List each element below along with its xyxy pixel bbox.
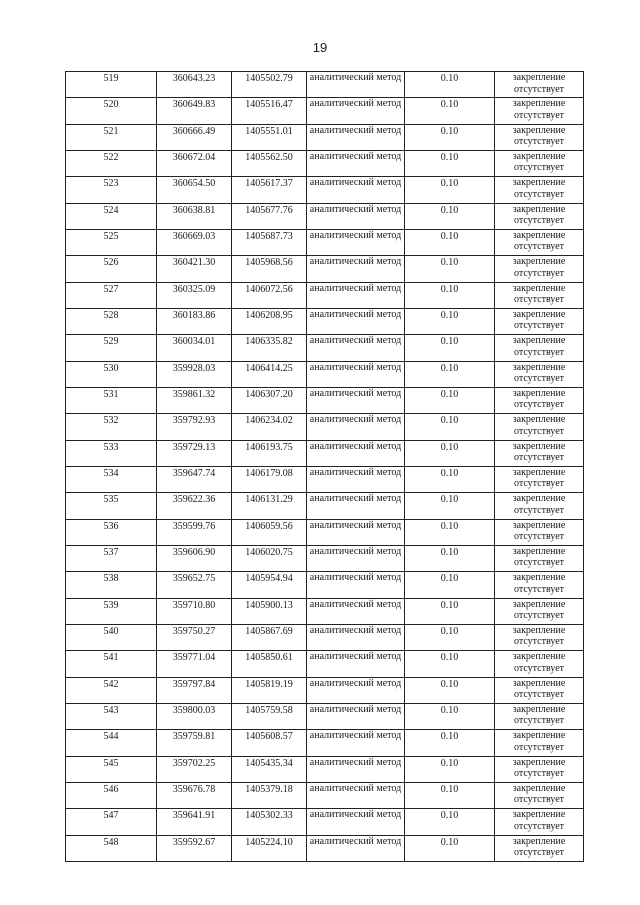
x-coordinate-cell: 359797.84 [157, 677, 232, 703]
point-cell: 532 [66, 414, 157, 440]
error-cell: 0.10 [405, 229, 495, 255]
table-row [66, 756, 584, 782]
x-coordinate-cell: 360643.23 [157, 72, 232, 98]
table-row [66, 98, 584, 124]
table-row [66, 782, 584, 808]
point-cell: 523 [66, 177, 157, 203]
fixing-cell: закрепление отсутствует [495, 387, 584, 413]
x-coordinate-cell: 359800.03 [157, 703, 232, 729]
point-cell: 522 [66, 150, 157, 176]
point-cell: 531 [66, 387, 157, 413]
y-coordinate-cell: 1406059.56 [232, 519, 307, 545]
error-cell: 0.10 [405, 782, 495, 808]
table-row [66, 282, 584, 308]
table-row [66, 624, 584, 650]
error-cell: 0.10 [405, 361, 495, 387]
error-cell: 0.10 [405, 730, 495, 756]
x-coordinate-cell: 360669.03 [157, 229, 232, 255]
x-coordinate-cell: 360325.09 [157, 282, 232, 308]
y-coordinate-cell: 1405819.19 [232, 677, 307, 703]
point-cell: 548 [66, 835, 157, 861]
fixing-cell: закрепление отсутствует [495, 835, 584, 861]
method-cell: аналитический метод [307, 703, 405, 729]
table-row [66, 466, 584, 492]
error-cell: 0.10 [405, 387, 495, 413]
method-cell: аналитический метод [307, 835, 405, 861]
table-row [66, 730, 584, 756]
point-cell: 544 [66, 730, 157, 756]
fixing-cell: закрепление отсутствует [495, 308, 584, 334]
fixing-cell: закрепление отсутствует [495, 782, 584, 808]
point-cell: 534 [66, 466, 157, 492]
method-cell: аналитический метод [307, 651, 405, 677]
table-row [66, 519, 584, 545]
error-cell: 0.10 [405, 150, 495, 176]
error-cell: 0.10 [405, 624, 495, 650]
table-row [66, 414, 584, 440]
point-cell: 530 [66, 361, 157, 387]
point-cell: 537 [66, 545, 157, 571]
y-coordinate-cell: 1406131.29 [232, 493, 307, 519]
x-coordinate-cell: 360034.01 [157, 335, 232, 361]
fixing-cell: закрепление отсутствует [495, 756, 584, 782]
point-cell: 527 [66, 282, 157, 308]
method-cell: аналитический метод [307, 229, 405, 255]
y-coordinate-cell: 1405302.33 [232, 809, 307, 835]
x-coordinate-cell: 360638.81 [157, 203, 232, 229]
error-cell: 0.10 [405, 756, 495, 782]
fixing-cell: закрепление отсутствует [495, 519, 584, 545]
fixing-cell: закрепление отсутствует [495, 651, 584, 677]
point-cell: 545 [66, 756, 157, 782]
y-coordinate-cell: 1405379.18 [232, 782, 307, 808]
method-cell: аналитический метод [307, 177, 405, 203]
table-row [66, 545, 584, 571]
point-cell: 526 [66, 256, 157, 282]
x-coordinate-cell: 359928.03 [157, 361, 232, 387]
method-cell: аналитический метод [307, 335, 405, 361]
error-cell: 0.10 [405, 519, 495, 545]
error-cell: 0.10 [405, 414, 495, 440]
error-cell: 0.10 [405, 177, 495, 203]
method-cell: аналитический метод [307, 387, 405, 413]
fixing-cell: закрепление отсутствует [495, 545, 584, 571]
method-cell: аналитический метод [307, 598, 405, 624]
x-coordinate-cell: 359702.25 [157, 756, 232, 782]
point-cell: 535 [66, 493, 157, 519]
fixing-cell: закрепление отсутствует [495, 203, 584, 229]
y-coordinate-cell: 1405900.13 [232, 598, 307, 624]
error-cell: 0.10 [405, 493, 495, 519]
method-cell: аналитический метод [307, 203, 405, 229]
point-cell: 525 [66, 229, 157, 255]
fixing-cell: закрепление отсутствует [495, 677, 584, 703]
point-cell: 539 [66, 598, 157, 624]
point-cell: 521 [66, 124, 157, 150]
fixing-cell: закрепление отсутствует [495, 414, 584, 440]
point-cell: 529 [66, 335, 157, 361]
x-coordinate-cell: 359622.36 [157, 493, 232, 519]
error-cell: 0.10 [405, 124, 495, 150]
error-cell: 0.10 [405, 545, 495, 571]
method-cell: аналитический метод [307, 545, 405, 571]
method-cell: аналитический метод [307, 572, 405, 598]
y-coordinate-cell: 1405562.50 [232, 150, 307, 176]
fixing-cell: закрепление отсутствует [495, 124, 584, 150]
table-row [66, 809, 584, 835]
error-cell: 0.10 [405, 72, 495, 98]
y-coordinate-cell: 1405608.57 [232, 730, 307, 756]
fixing-cell: закрепление отсутствует [495, 150, 584, 176]
y-coordinate-cell: 1405516.47 [232, 98, 307, 124]
error-cell: 0.10 [405, 98, 495, 124]
y-coordinate-cell: 1406193.75 [232, 440, 307, 466]
method-cell: аналитический метод [307, 730, 405, 756]
y-coordinate-cell: 1405435.34 [232, 756, 307, 782]
fixing-cell: закрепление отсутствует [495, 361, 584, 387]
table-row [66, 229, 584, 255]
table-row [66, 308, 584, 334]
y-coordinate-cell: 1406414.25 [232, 361, 307, 387]
fixing-cell: закрепление отсутствует [495, 598, 584, 624]
error-cell: 0.10 [405, 256, 495, 282]
y-coordinate-cell: 1405687.73 [232, 229, 307, 255]
point-cell: 520 [66, 98, 157, 124]
table-row [66, 677, 584, 703]
fixing-cell: закрепление отсутствует [495, 335, 584, 361]
table-row [66, 440, 584, 466]
error-cell: 0.10 [405, 203, 495, 229]
table-row [66, 387, 584, 413]
method-cell: аналитический метод [307, 756, 405, 782]
point-cell: 536 [66, 519, 157, 545]
x-coordinate-cell: 359792.93 [157, 414, 232, 440]
fixing-cell: закрепление отсутствует [495, 809, 584, 835]
method-cell: аналитический метод [307, 809, 405, 835]
method-cell: аналитический метод [307, 72, 405, 98]
fixing-cell: закрепление отсутствует [495, 440, 584, 466]
fixing-cell: закрепление отсутствует [495, 493, 584, 519]
error-cell: 0.10 [405, 598, 495, 624]
fixing-cell: закрепление отсутствует [495, 730, 584, 756]
y-coordinate-cell: 1405502.79 [232, 72, 307, 98]
x-coordinate-cell: 360183.86 [157, 308, 232, 334]
error-cell: 0.10 [405, 677, 495, 703]
table-row [66, 493, 584, 519]
y-coordinate-cell: 1405224.10 [232, 835, 307, 861]
y-coordinate-cell: 1405850.61 [232, 651, 307, 677]
table-row [66, 150, 584, 176]
y-coordinate-cell: 1405759.58 [232, 703, 307, 729]
y-coordinate-cell: 1405968.56 [232, 256, 307, 282]
x-coordinate-cell: 359592.67 [157, 835, 232, 861]
table-row [66, 203, 584, 229]
x-coordinate-cell: 359771.04 [157, 651, 232, 677]
fixing-cell: закрепление отсутствует [495, 466, 584, 492]
fixing-cell: закрепление отсутствует [495, 72, 584, 98]
fixing-cell: закрепление отсутствует [495, 256, 584, 282]
method-cell: аналитический метод [307, 440, 405, 466]
x-coordinate-cell: 359641.91 [157, 809, 232, 835]
fixing-cell: закрепление отсутствует [495, 177, 584, 203]
point-cell: 540 [66, 624, 157, 650]
x-coordinate-cell: 359759.81 [157, 730, 232, 756]
fixing-cell: закрепление отсутствует [495, 703, 584, 729]
error-cell: 0.10 [405, 282, 495, 308]
table-row [66, 124, 584, 150]
error-cell: 0.10 [405, 703, 495, 729]
error-cell: 0.10 [405, 572, 495, 598]
error-cell: 0.10 [405, 651, 495, 677]
x-coordinate-cell: 359710.80 [157, 598, 232, 624]
point-cell: 519 [66, 72, 157, 98]
error-cell: 0.10 [405, 440, 495, 466]
x-coordinate-cell: 360421.30 [157, 256, 232, 282]
method-cell: аналитический метод [307, 282, 405, 308]
fixing-cell: закрепление отсутствует [495, 229, 584, 255]
y-coordinate-cell: 1406208.95 [232, 308, 307, 334]
coordinates-table-body [66, 72, 584, 862]
method-cell: аналитический метод [307, 256, 405, 282]
error-cell: 0.10 [405, 335, 495, 361]
point-cell: 541 [66, 651, 157, 677]
method-cell: аналитический метод [307, 414, 405, 440]
fixing-cell: закрепление отсутствует [495, 282, 584, 308]
x-coordinate-cell: 359652.75 [157, 572, 232, 598]
method-cell: аналитический метод [307, 98, 405, 124]
x-coordinate-cell: 359647.74 [157, 466, 232, 492]
y-coordinate-cell: 1405617.37 [232, 177, 307, 203]
x-coordinate-cell: 360649.83 [157, 98, 232, 124]
point-cell: 543 [66, 703, 157, 729]
method-cell: аналитический метод [307, 624, 405, 650]
error-cell: 0.10 [405, 466, 495, 492]
table-row [66, 835, 584, 861]
y-coordinate-cell: 1406020.75 [232, 545, 307, 571]
x-coordinate-cell: 359599.76 [157, 519, 232, 545]
x-coordinate-cell: 359750.27 [157, 624, 232, 650]
fixing-cell: закрепление отсутствует [495, 98, 584, 124]
y-coordinate-cell: 1405867.69 [232, 624, 307, 650]
table-row [66, 651, 584, 677]
point-cell: 542 [66, 677, 157, 703]
error-cell: 0.10 [405, 809, 495, 835]
method-cell: аналитический метод [307, 519, 405, 545]
method-cell: аналитический метод [307, 466, 405, 492]
coordinates-table [65, 71, 584, 862]
y-coordinate-cell: 1405954.94 [232, 572, 307, 598]
table-row [66, 572, 584, 598]
table-row [66, 256, 584, 282]
table-row [66, 598, 584, 624]
fixing-cell: закрепление отсутствует [495, 624, 584, 650]
x-coordinate-cell: 360666.49 [157, 124, 232, 150]
method-cell: аналитический метод [307, 782, 405, 808]
y-coordinate-cell: 1406072.56 [232, 282, 307, 308]
error-cell: 0.10 [405, 308, 495, 334]
point-cell: 528 [66, 308, 157, 334]
y-coordinate-cell: 1406179.08 [232, 466, 307, 492]
point-cell: 538 [66, 572, 157, 598]
x-coordinate-cell: 359606.90 [157, 545, 232, 571]
table-row [66, 335, 584, 361]
point-cell: 533 [66, 440, 157, 466]
table-row [66, 703, 584, 729]
y-coordinate-cell: 1405551.01 [232, 124, 307, 150]
y-coordinate-cell: 1406307.20 [232, 387, 307, 413]
table-row [66, 361, 584, 387]
method-cell: аналитический метод [307, 493, 405, 519]
method-cell: аналитический метод [307, 361, 405, 387]
y-coordinate-cell: 1406234.02 [232, 414, 307, 440]
page-number: 19 [312, 40, 328, 55]
table-row [66, 177, 584, 203]
method-cell: аналитический метод [307, 124, 405, 150]
method-cell: аналитический метод [307, 308, 405, 334]
y-coordinate-cell: 1406335.82 [232, 335, 307, 361]
point-cell: 524 [66, 203, 157, 229]
method-cell: аналитический метод [307, 677, 405, 703]
error-cell: 0.10 [405, 835, 495, 861]
table-row [66, 72, 584, 98]
fixing-cell: закрепление отсутствует [495, 572, 584, 598]
x-coordinate-cell: 359729.13 [157, 440, 232, 466]
x-coordinate-cell: 360672.04 [157, 150, 232, 176]
method-cell: аналитический метод [307, 150, 405, 176]
x-coordinate-cell: 360654.50 [157, 177, 232, 203]
x-coordinate-cell: 359676.78 [157, 782, 232, 808]
y-coordinate-cell: 1405677.76 [232, 203, 307, 229]
point-cell: 546 [66, 782, 157, 808]
point-cell: 547 [66, 809, 157, 835]
x-coordinate-cell: 359861.32 [157, 387, 232, 413]
